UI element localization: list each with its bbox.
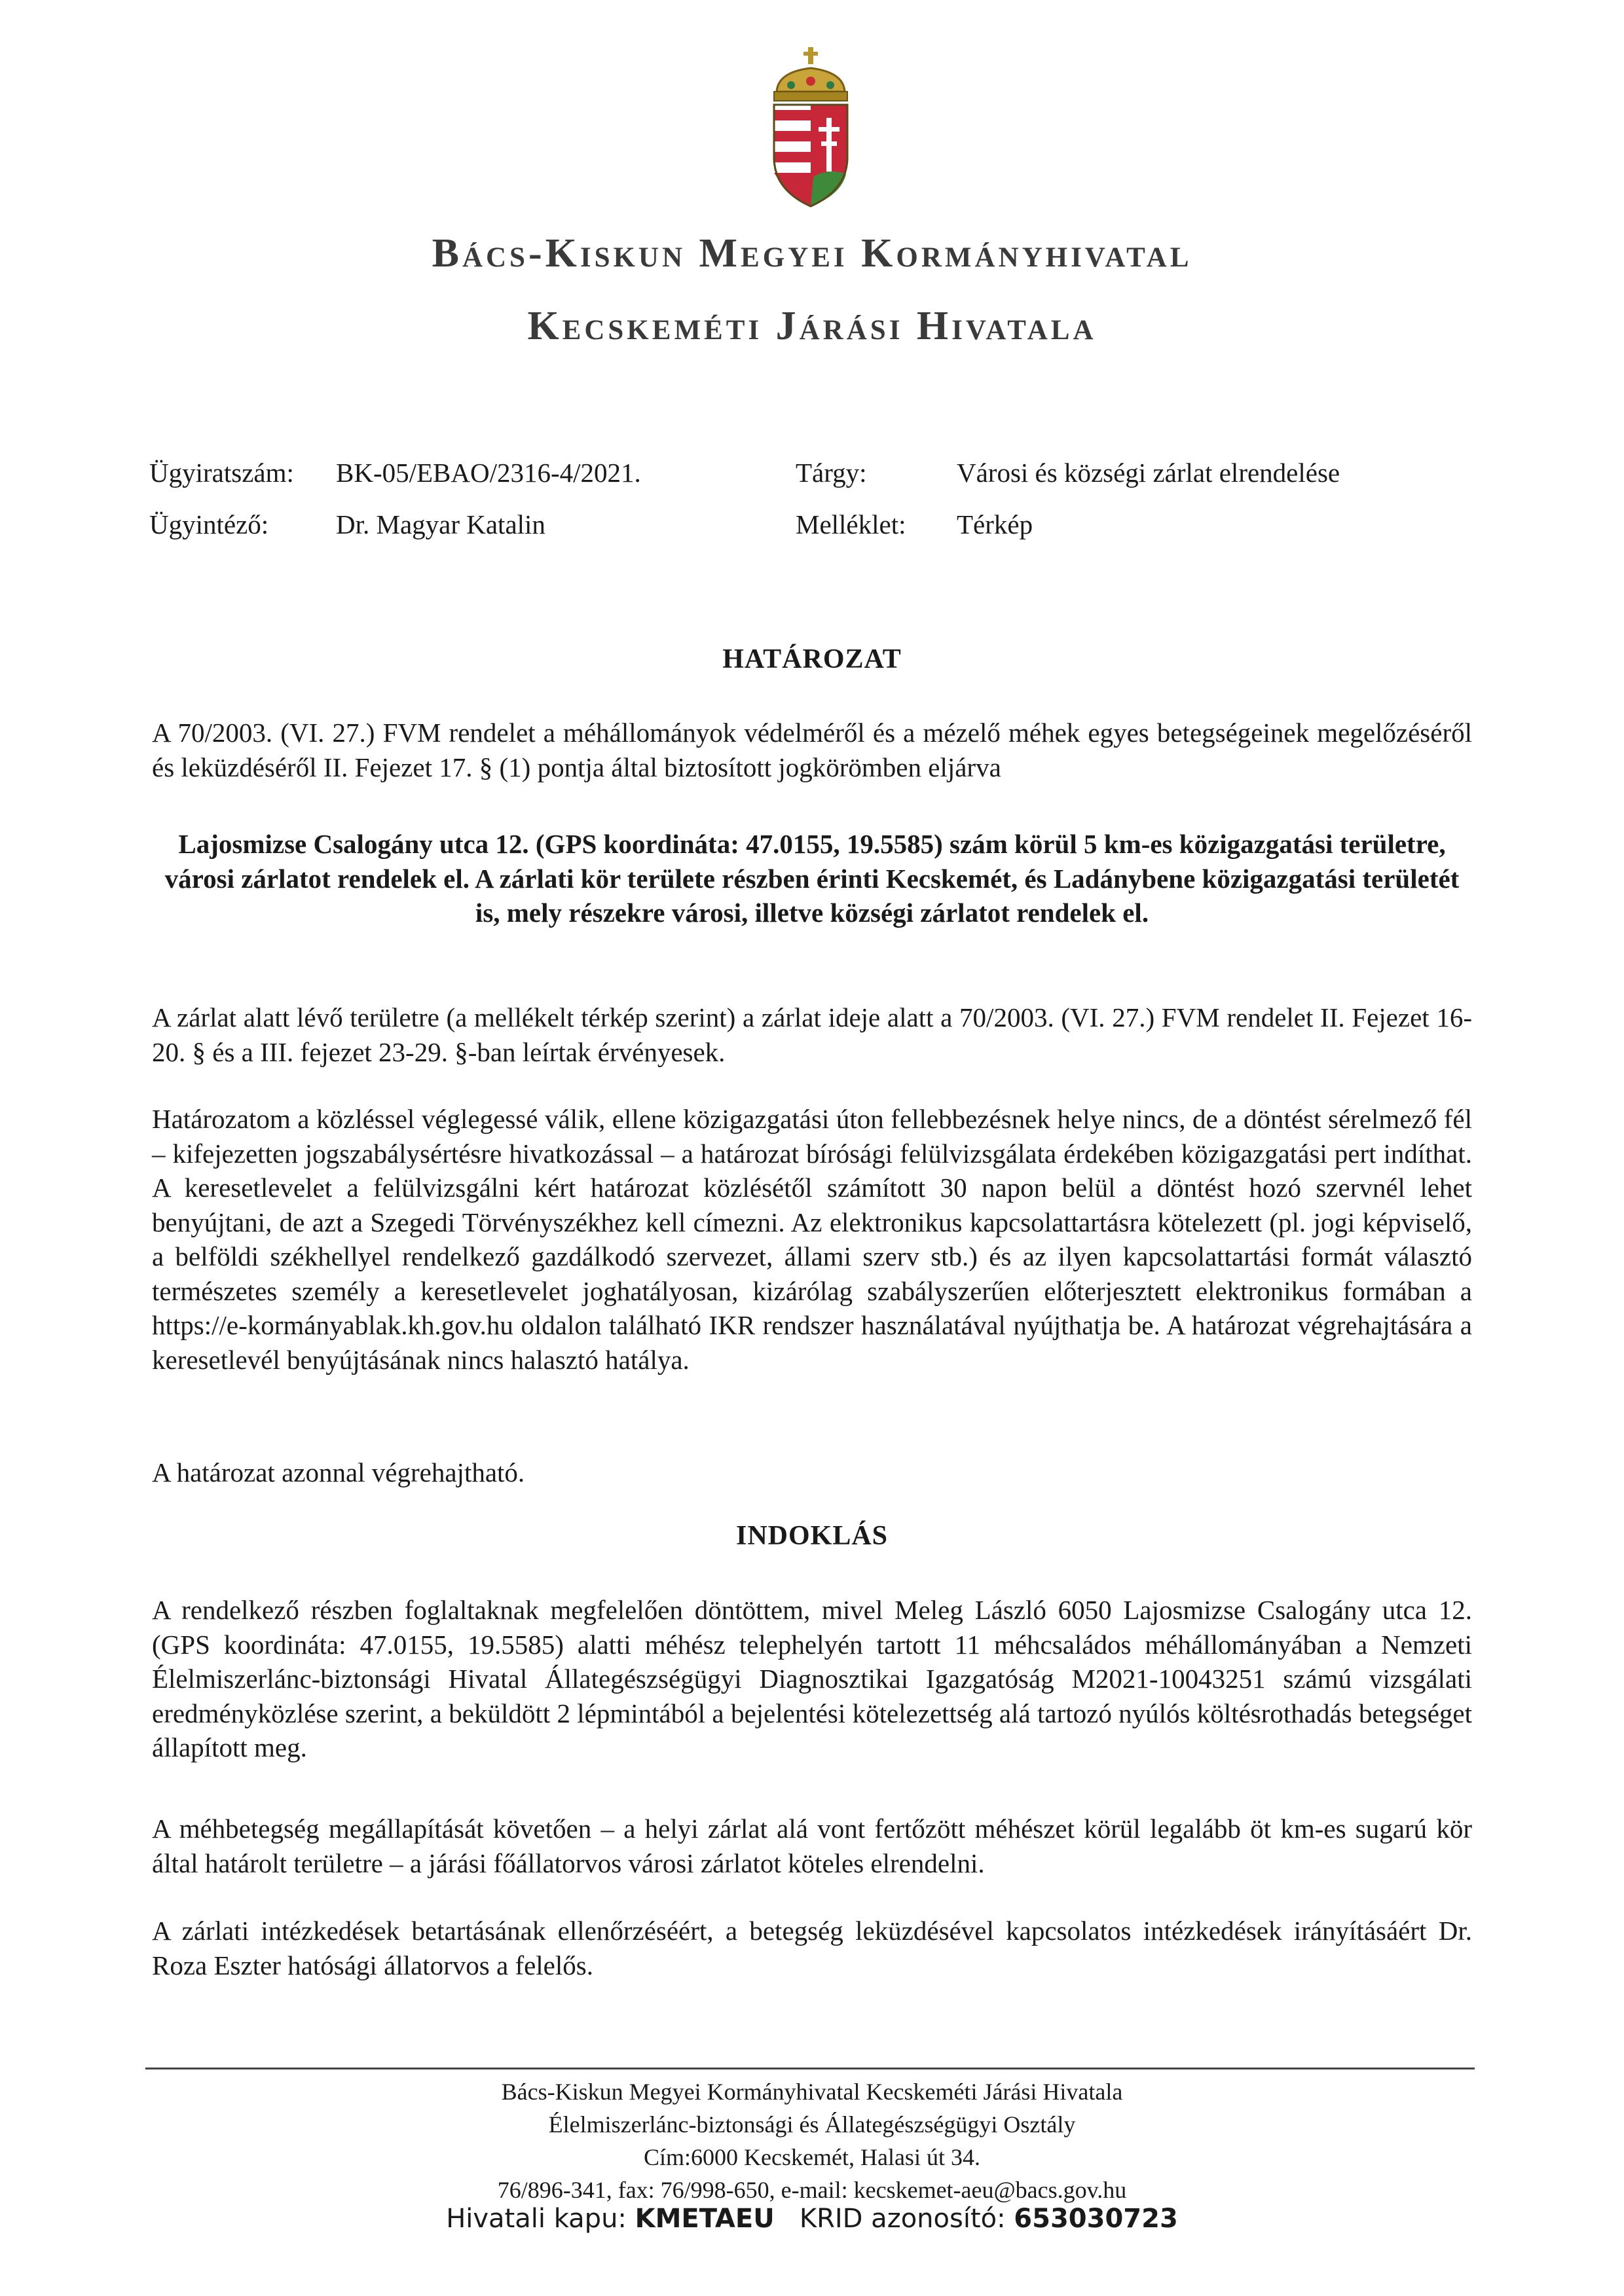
attachment-label: Melléklet:	[796, 509, 906, 539]
krid-label: KRID azonosító:	[799, 2204, 1006, 2234]
decision-paragraph-2: Határozatom a közléssel véglegessé válik, ellene közigazgatási úton fellebbezésnek helye nincs, de a döntést sérelmező fél – kifejezetten jogszabálysértésre hivatkozással – a határozat bírósági felülvizsgálata érdekében közigazgatási pert indíthat. A keresetlevelet a felülvizsgálni kért határozat közlésétől számított 30 napon belül a döntést hozó szervnél lehet benyújtani, de azt a Szegedi Törvényszékhez kell címezni. Az elektronikus kapcsolattartásra kötelezett (pl. jogi képviselő, a belföldi székhellyel rendelkező gazdálkodó szervezet, állami szerv stb.) és az ilyen kapcsolattartási formát választó természetes személy a keresetlevelet joghatályosan, kizárólag szabályszerűen előterjesztett elektronikus formában a https://e-kormányablak.kh.gov.hu oldalon található IKR rendszer használatával nyújthatja be. A határozat végrehajtására a keresetlevél benyújtásának nincs halasztó hatálya.	[152, 1104, 1472, 1375]
reasoning-paragraph-1: A rendelkező részben foglaltaknak megfelelően döntöttem, mivel Meleg László 6050 Lajosmizse Csalogány utca 12. (GPS koordináta: 47.0155, 19.5585) alatti méhész telephelyén tartott 11 méhcsaládos méhállományában a Nemzeti Élelmiszerlánc-biztonsági Hivatal Állategészségügyi Diagnosztikai Igazgatóság M2021-10043251 számú vizsgálati eredményközlése szerint, a beküldött 2 lépmintából a bejelentési kötelezettség alá tartozó nyúlós költésrothadás betegséget állapított meg.	[152, 1595, 1472, 1762]
organization-name	[0, 230, 1624, 277]
hungarian-coat-of-arms-icon	[765, 46, 857, 210]
footer-line-3: Cím:6000 Kecskemét, Halasi út 34.	[644, 2144, 980, 2170]
decision-intro: A 70/2003. (VI. 27.) FVM rendelet a méhállományok védelméről és a mézelő méhek egyes betegségeinek megelőzéséről és leküzdéséről II. Fejezet 17. § (1) pontja által biztosított jogkörömben eljárva	[152, 718, 1472, 782]
case-number: BK-05/EBAO/2316-4/2021.	[336, 458, 641, 488]
footer-line-4: 76/896-341, fax: 76/998-650, e-mail: kecskemet-aeu@bacs.gov.hu	[497, 2177, 1127, 2203]
footer-line-1: Bács-Kiskun Megyei Kormányhivatal Kecskeméti Járási Hivatala	[501, 2079, 1123, 2105]
case-number-label: Ügyiratszám:	[149, 458, 294, 488]
decision-order: Lajosmizse Csalogány utca 12. (GPS koordináta: 47.0155, 19.5585) szám körül 5 km-es közigazgatási területre, városi zárlatot rendelek el. A zárlati kör területe részben érinti Kecskemét, és Ladánybene közigazgatási területét is, mely részekre városi, illetve községi zárlatot rendelek el.	[164, 829, 1460, 928]
gate-value: KMETAEU	[635, 2204, 775, 2234]
footer-gateway	[0, 2204, 1624, 2234]
organization-subname	[0, 303, 1624, 350]
decision-heading: HATÁROZAT	[722, 644, 902, 674]
footer-line-2: Élelmiszerlánc-biztonsági és Állategészségügyi Osztály	[548, 2111, 1076, 2138]
footer-address	[0, 2075, 1624, 2206]
reasoning-paragraph-3: A zárlati intézkedések betartásának ellenőrzéséért, a betegség leküzdésével kapcsolatos intézkedések irányításáért Dr. Roza Eszter hatósági állatorvos a felelős.	[152, 1916, 1472, 1980]
handler-label: Ügyintéző:	[149, 509, 269, 539]
org-line-1: Bács-Kiskun Megyei Kormányhivatal	[432, 231, 1192, 276]
reasoning-heading: INDOKLÁS	[735, 1521, 889, 1551]
attachment: Térkép	[957, 509, 1033, 539]
krid-value: 653030723	[1014, 2204, 1178, 2234]
footer-divider	[145, 2068, 1475, 2069]
decision-paragraph-3: A határozat azonnal végrehajtható.	[152, 1457, 525, 1487]
org-line-2: Kecskeméti Járási Hivatala	[527, 304, 1097, 348]
decision-paragraph-1: A zárlat alatt lévő területre (a mellékelt térkép szerint) a zárlat ideje alatt a 70/2003. (VI. 27.) FVM rendelet II. Fejezet 16-20. § és a III. fejezet 23-29. §-ban leírtak érvényesek.	[152, 1002, 1472, 1067]
reasoning-paragraph-2: A méhbetegség megállapítását követően – a helyi zárlat alá vont fertőzött méhészet körül legalább öt km-es sugarú kör által határolt területre – a járási főállatorvos városi zárlatot köteles elrendelni.	[152, 1813, 1472, 1878]
subject: Városi és községi zárlat elrendelése	[957, 458, 1340, 488]
subject-label: Tárgy:	[796, 458, 867, 488]
gate-label: Hivatali kapu:	[446, 2204, 627, 2234]
handler: Dr. Magyar Katalin	[336, 509, 545, 539]
